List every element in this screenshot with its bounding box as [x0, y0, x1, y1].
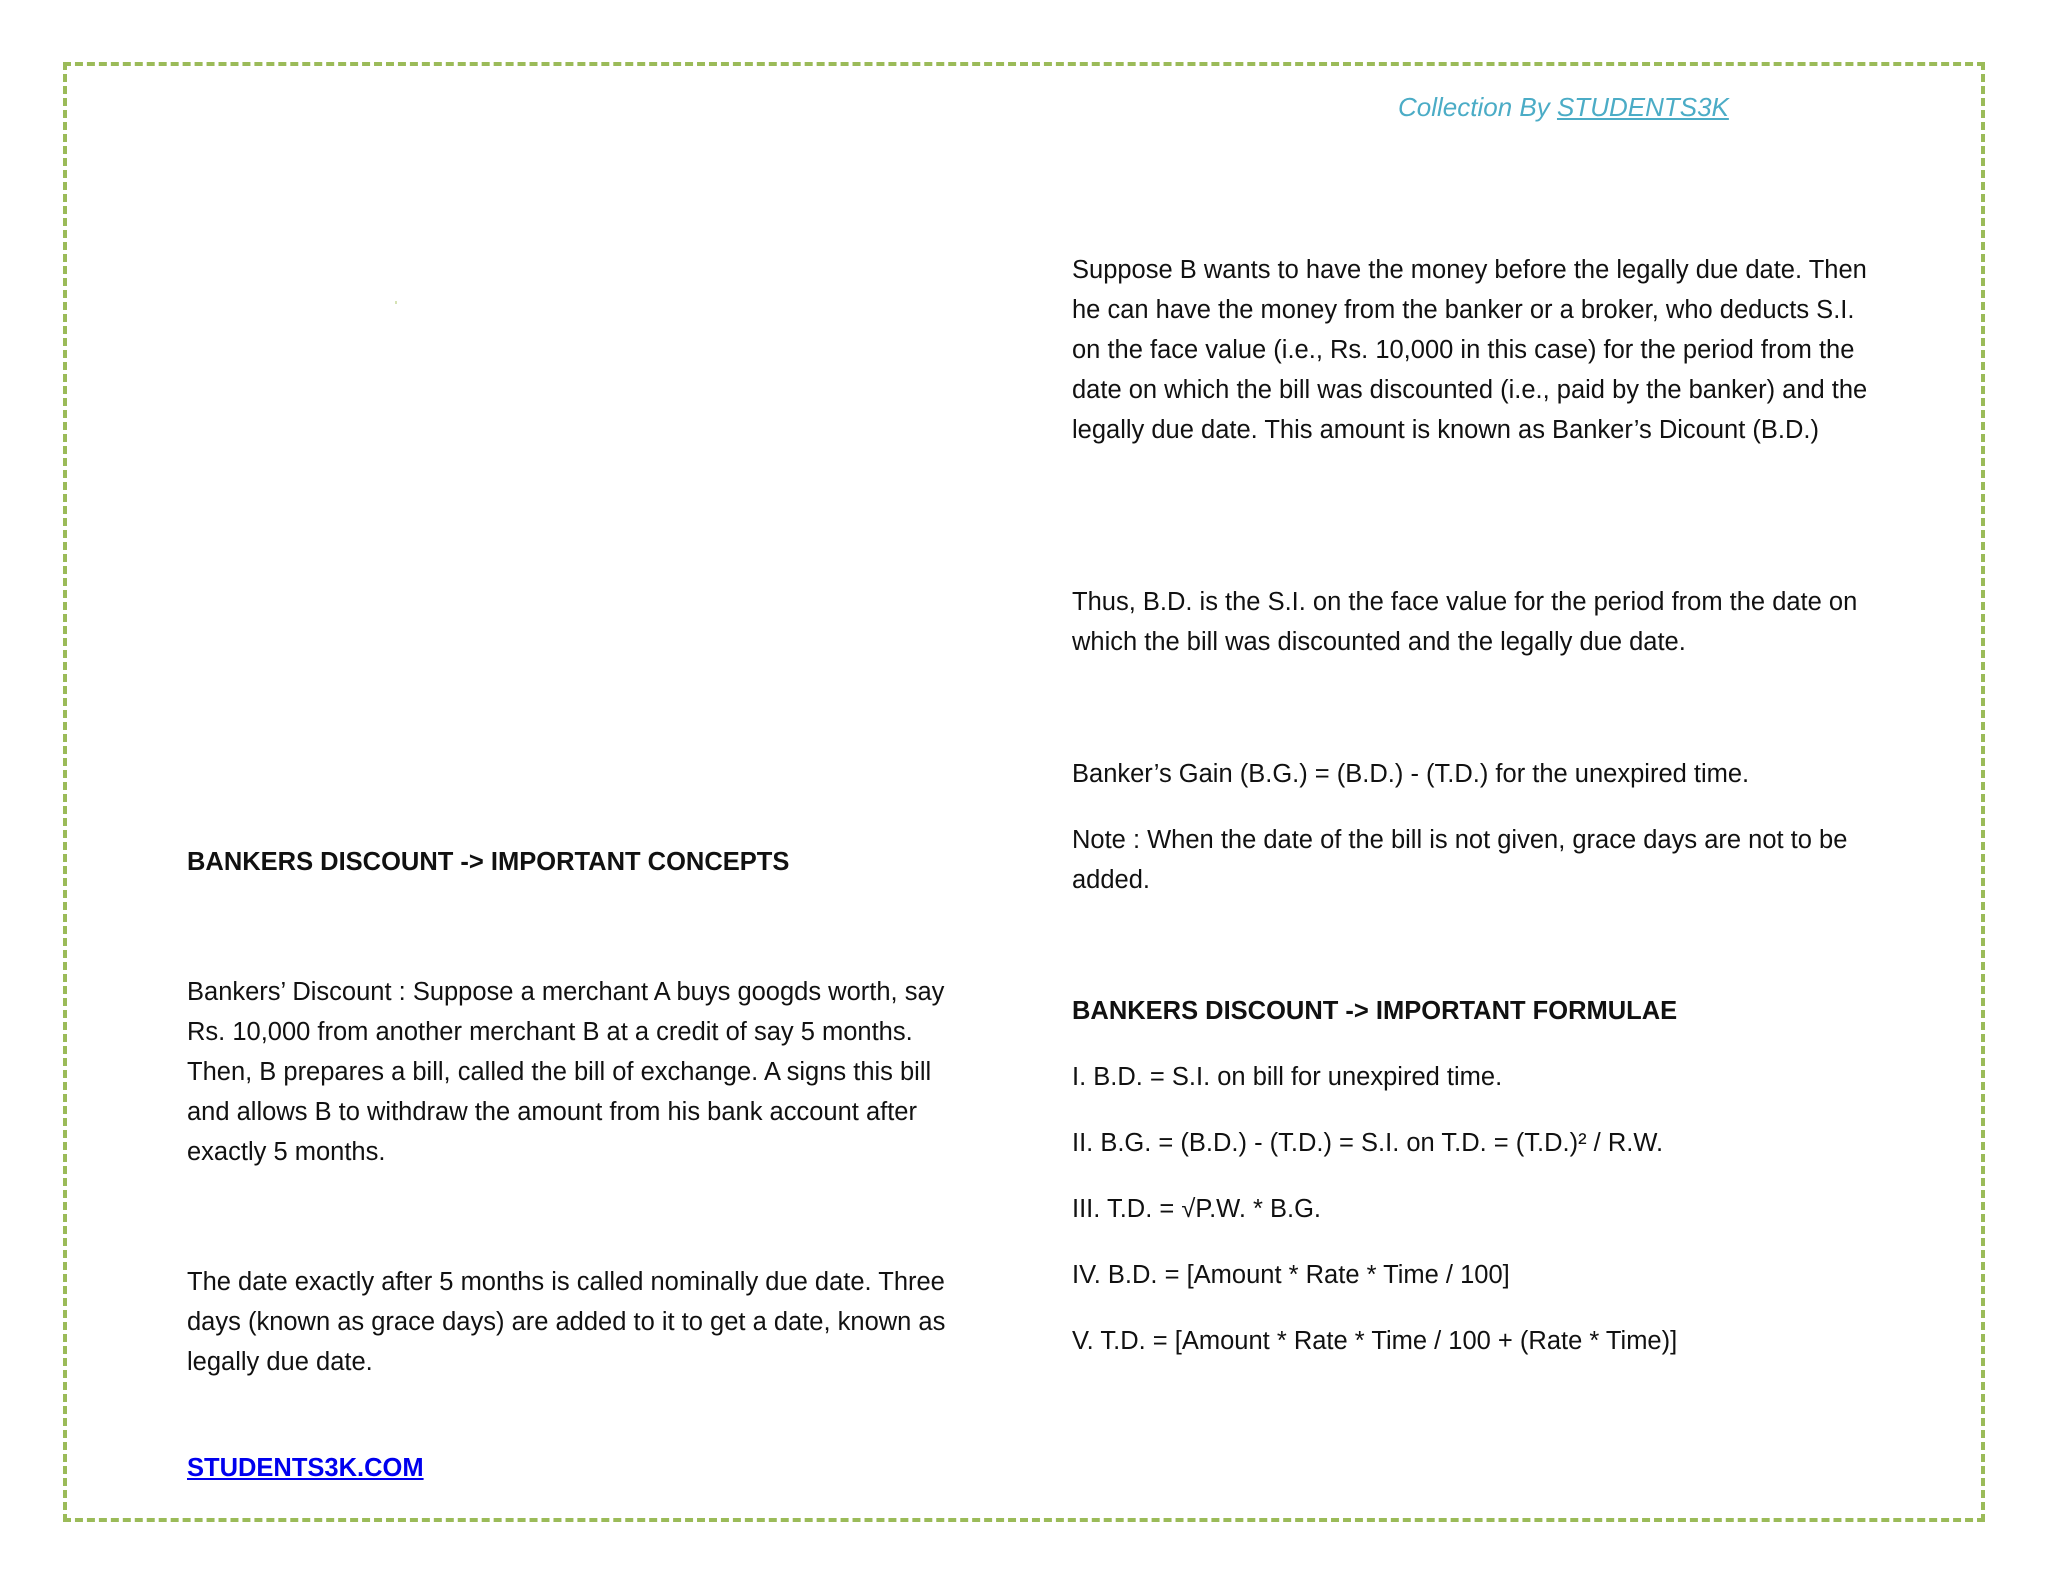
students3k-header-link[interactable]: STUDENTS3K [1556, 92, 1729, 122]
money-before-due-date-paragraph: Suppose B wants to have the money before the legally due date. Then he can have the money from the banker or a broker, who deducts S.I. on the face value (i.e., Rs. 10,000 in this case) for the period from the date on which the bill was discounted (i.e., paid by the banker) and the legally due date. This amount is known as Banker’s Dicount (B.D.) [1072, 256, 1868, 444]
formula-item: II. B.G. = (B.D.) - (T.D.) = S.I. on T.D. = (T.D.)² / R.W. [1072, 1129, 1664, 1157]
bd-definition-paragraph: Thus, B.D. is the S.I. on the face value for the period from the date on which the bill was discounted and the legally due date. [1072, 588, 1858, 656]
bankers-discount-intro-paragraph: Bankers’ Discount : Suppose a merchant A buys googds worth, say Rs. 10,000 from another merchant B at a credit of say 5 months. Then, B prepares a bill, called the bill of exchange. A signs this bill and allows B to withdraw the amount from his bank account after exactly 5 months. [187, 978, 945, 1166]
formula-item: I. B.D. = S.I. on bill for unexpired time. [1072, 1063, 1503, 1091]
stray-mark [395, 301, 397, 304]
formulae-heading: BANKERS DISCOUNT -> IMPORTANT FORMULAE [1072, 997, 1678, 1025]
formula-item: V. T.D. = [Amount * Rate * Time / 100 + (Rate * Time)] [1072, 1327, 1678, 1355]
concepts-heading: BANKERS DISCOUNT -> IMPORTANT CONCEPTS [187, 848, 790, 876]
grace-days-note: Note : When the date of the bill is not given, grace days are not to be added. [1072, 826, 1848, 894]
due-date-paragraph: The date exactly after 5 months is called nominally due date. Three days (known as grace days) are added to it to get a date, known as legally due date. [187, 1268, 946, 1376]
formula-item: IV. B.D. = [Amount * Rate * Time / 100] [1072, 1261, 1510, 1289]
bankers-gain-paragraph: Banker’s Gain (B.G.) = (B.D.) - (T.D.) for the unexpired time. [1072, 760, 1750, 788]
collection-by-note [1398, 92, 1729, 123]
formula-item: III. T.D. = √P.W. * B.G. [1072, 1195, 1322, 1223]
students3k-footer-link[interactable]: STUDENTS3K.COM [187, 1454, 424, 1482]
collection-by-prefix: Collection By [1398, 92, 1557, 122]
